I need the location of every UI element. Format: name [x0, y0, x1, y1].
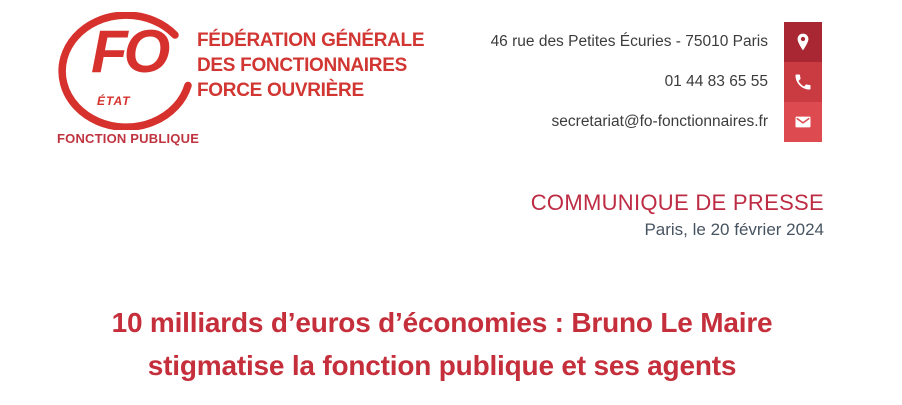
headline-line: stigmatise la fonction publique et ses agents — [147, 350, 737, 381]
phone-text: 01 44 83 65 55 — [664, 73, 768, 90]
fo-logo-caption: FONCTION PUBLIQUE — [57, 131, 200, 146]
press-block — [531, 190, 824, 240]
fo-monogram: FO — [91, 18, 167, 85]
press-dateline: Paris, le 20 février 2024 — [644, 220, 824, 239]
phone-tile[interactable] — [784, 62, 822, 102]
contact-icon-column — [784, 22, 822, 142]
location-tile[interactable] — [784, 22, 822, 62]
phone-icon — [793, 72, 813, 92]
mail-tile[interactable] — [784, 102, 822, 142]
org-title-line: FÉDÉRATION GÉNÉRALE — [197, 30, 425, 51]
contact-block — [438, 22, 768, 142]
press-release-title: COMMUNIQUE DE PRESSE — [530, 190, 824, 215]
mail-icon — [793, 112, 813, 132]
headline-line: 10 milliards d’euros d’économies : Bruno Le Maire — [111, 307, 773, 338]
org-title-line: DES FONCTIONNAIRES — [197, 55, 407, 76]
org-title-line: FORCE OUVRIÈRE — [197, 80, 364, 101]
organisation-title — [197, 28, 424, 103]
address-text: 46 rue des Petites Écuries - 75010 Paris — [490, 33, 768, 50]
fo-monogram-sub: ÉTAT — [97, 94, 131, 108]
headline — [0, 301, 884, 387]
fo-logo — [57, 10, 200, 152]
location-pin-icon — [793, 32, 813, 52]
email-text: secretariat@fo-fonctionnaires.fr — [551, 113, 768, 130]
